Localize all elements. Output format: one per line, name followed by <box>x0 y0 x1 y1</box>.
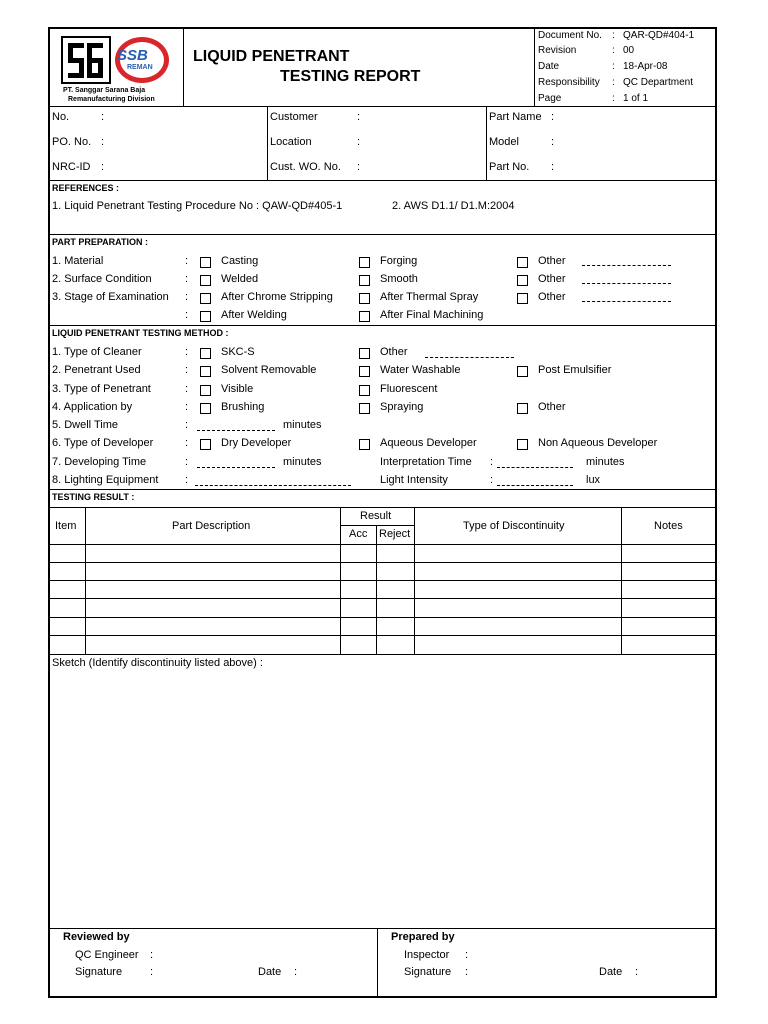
cleaner-other-line[interactable] <box>425 357 514 358</box>
col-acc: Acc <box>349 528 368 540</box>
spraying-checkbox[interactable] <box>359 403 370 414</box>
light-intensity-label: Light Intensity <box>380 474 448 486</box>
post-emulsifier-checkbox[interactable] <box>517 366 528 377</box>
casting-label: Casting <box>221 255 259 267</box>
application-other-checkbox[interactable] <box>517 403 528 414</box>
col-result: Result <box>360 510 392 522</box>
dry-developer-label: Dry Developer <box>221 437 292 449</box>
after-final-label: After Final Machining <box>380 309 484 321</box>
aqueous-developer-label: Aqueous Developer <box>380 437 477 449</box>
meta-page-label: Page <box>538 93 562 104</box>
method-developer-label: 6. Type of Developer <box>52 437 154 449</box>
after-thermal-checkbox[interactable] <box>359 293 370 304</box>
smooth-label: Smooth <box>380 273 418 285</box>
after-welding-checkbox[interactable] <box>200 311 211 322</box>
col-type-discontinuity: Type of Discontinuity <box>463 520 565 532</box>
forging-checkbox[interactable] <box>359 257 370 268</box>
table-row[interactable] <box>49 581 716 598</box>
water-checkbox[interactable] <box>359 366 370 377</box>
dwell-minutes: minutes <box>283 419 322 431</box>
non-aqueous-developer-label: Non Aqueous Developer <box>538 437 658 449</box>
logo-subtext: REMAN <box>127 64 153 71</box>
material-other-checkbox[interactable] <box>517 257 528 268</box>
col-part-description: Part Description <box>172 520 251 532</box>
after-thermal-label: After Thermal Spray <box>380 291 479 303</box>
info-partname-label: Part Name <box>489 111 542 123</box>
info-customer-label: Customer <box>270 111 318 123</box>
welded-label: Welded <box>221 273 259 285</box>
meta-page-value: 1 of 1 <box>623 93 649 104</box>
meta-date-value: 18-Apr-08 <box>623 61 668 72</box>
reference-2: 2. AWS D1.1/ D1.M:2004 <box>392 200 515 212</box>
surface-other-line[interactable] <box>582 283 671 284</box>
company-logo <box>60 35 170 85</box>
after-chrome-label: After Chrome Stripping <box>221 291 333 303</box>
reviewed-by: Reviewed by <box>63 931 130 943</box>
result-heading: TESTING RESULT : <box>52 492 135 502</box>
skc-label: SKC-S <box>221 346 255 358</box>
prep-surface-label: 2. Surface Condition <box>52 273 152 285</box>
lighting-equipment-line[interactable] <box>195 485 351 486</box>
application-other-label: Other <box>538 401 566 413</box>
method-developing-time-label: 7. Developing Time <box>52 456 147 468</box>
smooth-checkbox[interactable] <box>359 275 370 286</box>
prep-stage-label: 3. Stage of Examination <box>52 291 169 303</box>
brushing-label: Brushing <box>221 401 265 413</box>
logo-text: SSB <box>117 47 148 64</box>
interpretation-time-line[interactable] <box>497 467 573 468</box>
prepared-signature-label: Signature <box>404 966 452 978</box>
company-name: PT. Sanggar Sarana Baja <box>63 87 146 94</box>
brushing-checkbox[interactable] <box>200 403 211 414</box>
preparation-heading: PART PREPARATION : <box>52 237 148 247</box>
fluorescent-checkbox[interactable] <box>359 385 370 396</box>
material-other-label: Other <box>538 255 566 267</box>
company-division: Remanufacturing Division <box>68 96 155 103</box>
casting-checkbox[interactable] <box>200 257 211 268</box>
table-row[interactable] <box>49 636 716 654</box>
col-notes: Notes <box>654 520 683 532</box>
table-row[interactable] <box>49 599 716 617</box>
welded-checkbox[interactable] <box>200 275 211 286</box>
method-heading: LIQUID PENETRANT TESTING METHOD : <box>52 328 229 338</box>
stage-other-label: Other <box>538 291 566 303</box>
dry-developer-checkbox[interactable] <box>200 439 211 450</box>
qc-engineer-label: QC Engineer <box>75 949 139 961</box>
developing-time-line[interactable] <box>197 467 275 468</box>
method-dwell-label: 5. Dwell Time <box>52 419 119 431</box>
stage-other-line[interactable] <box>582 301 671 302</box>
info-location-label: Location <box>270 136 312 148</box>
info-partno-label: Part No. <box>489 161 530 173</box>
references-heading: REFERENCES : <box>52 183 120 193</box>
meta-resp-label: Responsibility <box>538 77 600 88</box>
sketch-area[interactable] <box>49 672 716 927</box>
surface-other-checkbox[interactable] <box>517 275 528 286</box>
info-no-label: No. <box>52 111 70 123</box>
fluorescent-label: Fluorescent <box>380 383 438 395</box>
method-penetrant-used-label: 2. Penetrant Used <box>52 364 141 376</box>
prep-material-label: 1. Material <box>52 255 104 267</box>
title-line1: LIQUID PENETRANT <box>193 48 350 65</box>
material-other-line[interactable] <box>582 265 671 266</box>
aqueous-developer-checkbox[interactable] <box>359 439 370 450</box>
meta-rev-value: 00 <box>623 45 635 56</box>
method-application-label: 4. Application by <box>52 401 133 413</box>
solvent-label: Solvent Removable <box>221 364 317 376</box>
after-final-checkbox[interactable] <box>359 311 370 322</box>
table-row[interactable] <box>49 618 716 635</box>
title-line2: TESTING REPORT <box>280 68 421 85</box>
inspector-label: Inspector <box>404 949 450 961</box>
solvent-checkbox[interactable] <box>200 366 211 377</box>
interpretation-minutes: minutes <box>586 456 625 468</box>
after-chrome-checkbox[interactable] <box>200 293 211 304</box>
lux-label: lux <box>586 474 601 486</box>
reference-1: 1. Liquid Penetrant Testing Procedure No : QAW-QD#405-1 <box>52 200 343 212</box>
forging-label: Forging <box>380 255 418 267</box>
cleaner-other-checkbox[interactable] <box>359 348 370 359</box>
developing-minutes: minutes <box>283 456 322 468</box>
visible-label: Visible <box>221 383 254 395</box>
info-po-label: PO. No. <box>52 136 92 148</box>
sketch-label: Sketch (Identify discontinuity listed above) : <box>52 657 263 669</box>
method-lighting-label: 8. Lighting Equipment <box>52 474 159 486</box>
cleaner-other-label: Other <box>380 346 408 358</box>
meta-date-label: Date <box>538 61 560 72</box>
meta-resp-value: QC Department <box>623 77 694 88</box>
method-penetrant-type-label: 3. Type of Penetrant <box>52 383 151 395</box>
dwell-time-line[interactable] <box>197 430 275 431</box>
reviewed-date-label: Date <box>258 966 282 978</box>
table-row[interactable] <box>49 563 716 580</box>
prepared-date-label: Date <box>599 966 623 978</box>
skc-checkbox[interactable] <box>200 348 211 359</box>
method-cleaner-label: 1. Type of Cleaner <box>52 346 142 358</box>
post-emulsifier-label: Post Emulsifier <box>538 364 612 376</box>
col-item: Item <box>55 520 77 532</box>
info-nrc-label: NRC-ID <box>52 161 91 173</box>
meta-doc-label: Document No. <box>538 30 602 41</box>
water-label: Water Washable <box>380 364 461 376</box>
stage-other-checkbox[interactable] <box>517 293 528 304</box>
col-reject: Reject <box>379 528 411 540</box>
meta-rev-label: Revision <box>538 45 577 56</box>
meta-doc-value: QAR-QD#404-1 <box>623 30 695 41</box>
surface-other-label: Other <box>538 273 566 285</box>
info-custwo-label: Cust. WO. No. <box>270 161 341 173</box>
light-intensity-line[interactable] <box>497 485 573 486</box>
reviewed-signature-label: Signature <box>75 966 123 978</box>
prepared-by: Prepared by <box>391 931 455 943</box>
non-aqueous-developer-checkbox[interactable] <box>517 439 528 450</box>
info-model-label: Model <box>489 136 519 148</box>
interpretation-time-label: Interpretation Time <box>380 456 472 468</box>
spraying-label: Spraying <box>380 401 424 413</box>
table-row[interactable] <box>49 545 716 562</box>
visible-checkbox[interactable] <box>200 385 211 396</box>
after-welding-label: After Welding <box>221 309 287 321</box>
